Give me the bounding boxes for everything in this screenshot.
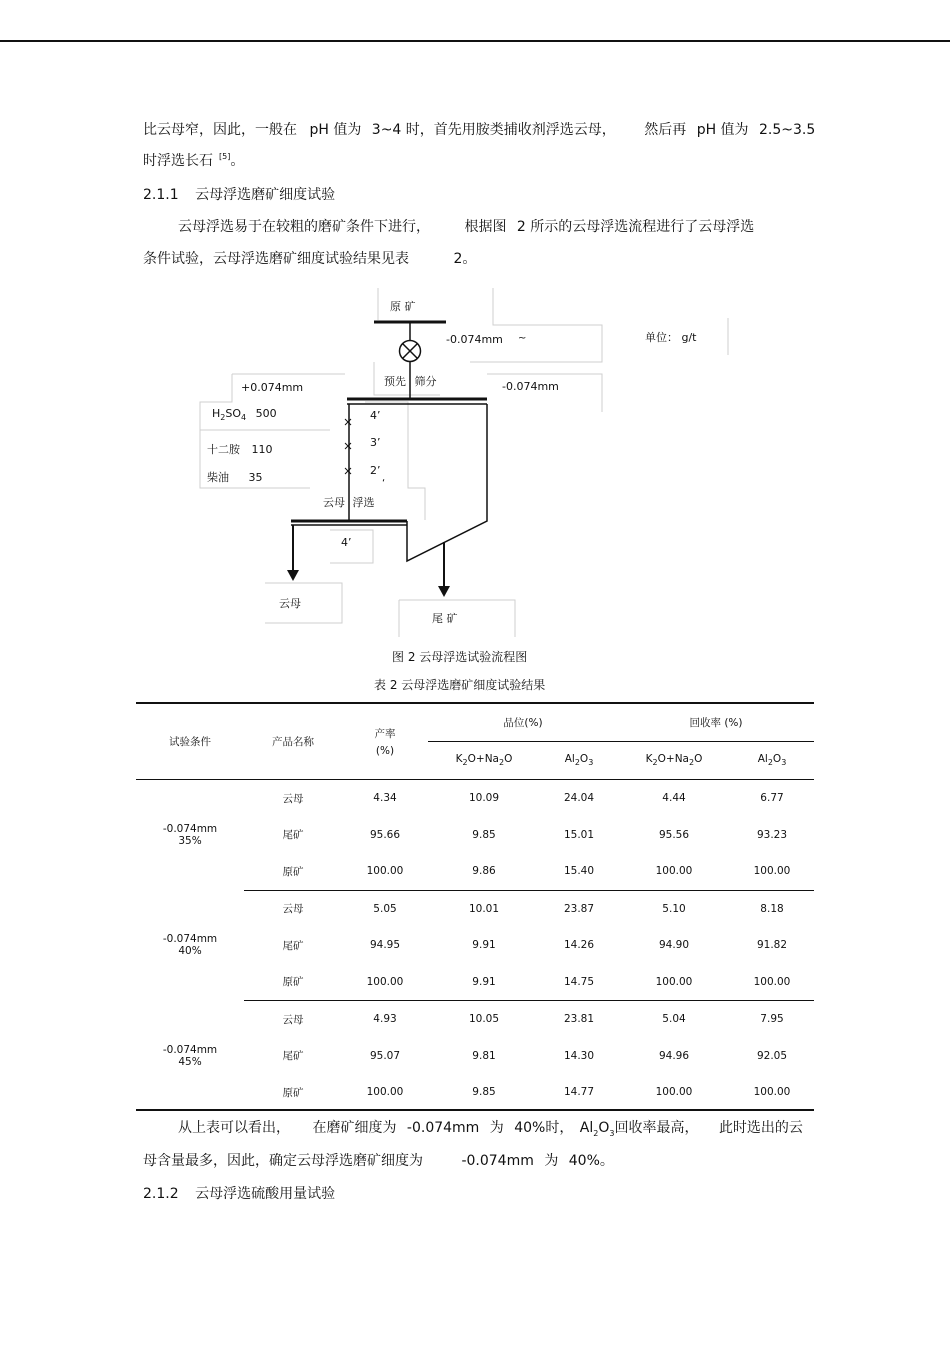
product-cell: 云母 (244, 780, 342, 817)
text: 十二胺 (207, 443, 240, 456)
value-cell: 100.00 (655, 1086, 693, 1099)
value-cell: 6.77 (730, 780, 814, 817)
text: H (212, 407, 221, 420)
value-cell: 100.00 (655, 975, 693, 988)
flowchart-unit-label: 单位： g/t (645, 331, 697, 344)
text: 比云母窄，因此，一般在 (143, 122, 297, 138)
text: O (504, 753, 513, 766)
condition-percent: 35% (178, 835, 202, 847)
text: (%) (375, 744, 395, 757)
text: 40%。 (568, 1153, 614, 1169)
header-recovery-al2o3 (730, 742, 814, 780)
value-cell: 14.77 (563, 1086, 595, 1099)
text: 2 (498, 758, 505, 768)
value-cell: 9.85 (472, 828, 496, 841)
value-cell: 100.00 (366, 865, 404, 878)
value-cell: 9.81 (472, 1049, 496, 1062)
section-number: 2.1.1 (143, 187, 179, 203)
table-bottom-rule (136, 1109, 814, 1111)
value-cell: 23.81 (540, 1001, 618, 1038)
paragraph-3-line-1 (178, 1117, 803, 1138)
flowchart-tailing-product: 尾 矿 (432, 612, 458, 625)
value-cell: 94.96 (658, 1049, 690, 1062)
flowchart-pre-screening (384, 373, 437, 389)
value-cell: 95.66 (369, 828, 401, 841)
product-cell: 云母 (244, 1001, 342, 1038)
value-cell: 91.82 (756, 939, 788, 952)
paragraph-3-line-2 (143, 1150, 614, 1170)
header-grade: 品位(%) (503, 716, 543, 729)
text: 此时选出的云 (718, 1120, 803, 1136)
value-cell: 100.00 (753, 1086, 791, 1099)
section-title: 云母浮选硫酸用量试验 (195, 1186, 336, 1202)
table-row (136, 890, 814, 927)
value-cell: 4.44 (618, 780, 730, 817)
text: 柴油 (207, 471, 229, 484)
flowchart-time-4b: 4’ (341, 536, 352, 549)
value-cell: 5.05 (342, 890, 428, 927)
text: 为 (489, 1120, 504, 1136)
text: O (694, 753, 703, 766)
text: 从上表可以看出， (178, 1120, 290, 1136)
flowchart-reagent-diesel (207, 469, 263, 485)
header-yield (342, 703, 428, 780)
text: 2 (652, 758, 658, 768)
product-cell: 尾矿 (282, 829, 304, 842)
text: K (645, 753, 653, 766)
value-cell: 10.01 (428, 890, 540, 927)
value-cell: 94.95 (369, 939, 401, 952)
text: 预先 (384, 375, 406, 388)
value-cell: 100.00 (753, 975, 791, 988)
value-cell: 5.04 (618, 1001, 730, 1038)
results-table (136, 703, 814, 1111)
value-cell: 100.00 (753, 865, 791, 878)
text: 云母浮选易于在较粗的磨矿条件下进行， (178, 219, 430, 235)
text: 2 (220, 413, 226, 423)
header-grade-k2o (428, 742, 540, 780)
text: 3 (781, 758, 787, 768)
flowchart-reagent-h2so4 (212, 407, 277, 422)
text: 3 (588, 758, 594, 768)
value-cell: 5.10 (618, 890, 730, 927)
product-cell: 尾矿 (282, 939, 304, 952)
value-cell: 9.91 (472, 939, 496, 952)
flowchart-time-4: 4’ (370, 409, 381, 422)
section-number: 2.1.2 (143, 1186, 179, 1202)
value-cell: 93.23 (756, 828, 788, 841)
flowchart-tilde: ~ (518, 333, 527, 344)
dose-value: 110 (251, 443, 273, 456)
flowchart-fine-size: -0.074mm (446, 333, 503, 346)
product-cell: 云母 (244, 890, 342, 927)
text: 。 (230, 153, 245, 169)
text: O (579, 753, 589, 766)
text: 2 所示的云母浮选流程进行了云母浮选 (516, 219, 755, 235)
text: 根据图 (464, 219, 507, 235)
value-cell: 95.56 (658, 828, 690, 841)
table-row (136, 1001, 814, 1038)
value-cell: 8.18 (730, 890, 814, 927)
condition-percent: 40% (178, 945, 202, 958)
text: 筛分 (414, 375, 437, 388)
flowchart-time-2: 2’ (370, 464, 381, 477)
text: 40%时， (514, 1120, 574, 1136)
text: K (455, 753, 463, 766)
value-cell: 24.04 (540, 780, 618, 817)
value-cell: 15.01 (563, 828, 595, 841)
text: pH 值为 (309, 122, 362, 138)
value-cell: 14.30 (563, 1049, 595, 1062)
condition-percent: 45% (178, 1055, 202, 1068)
text: 为 (544, 1153, 559, 1169)
text: 2.5~3.5 (759, 122, 816, 138)
value-cell: 9.91 (472, 975, 496, 988)
flowchart-time-3: 3’ (370, 436, 381, 449)
flowchart-mica-product: 云母 (279, 597, 301, 610)
text: 然后再 (644, 122, 687, 138)
flowchart-time-mark: ‘ (382, 478, 386, 489)
text: -0.074mm (406, 1120, 480, 1136)
text: 2 (688, 758, 695, 768)
condition-size: -0.074mm (162, 823, 218, 835)
value-cell: 4.34 (342, 780, 428, 817)
dose-value: 35 (248, 471, 263, 484)
flowchart-reagent-dodecylamine (207, 441, 273, 457)
text: 2 (593, 1128, 599, 1138)
text: 云母 (323, 496, 345, 509)
text: 3~4 时，首先用胺类捕收剂浮选云母， (371, 122, 616, 138)
value-cell: 95.07 (369, 1049, 401, 1062)
text: pH 值为 (696, 122, 749, 138)
header-grade-al2o3 (540, 742, 618, 780)
condition-size: -0.074mm (162, 933, 218, 946)
value-cell: 92.05 (756, 1049, 788, 1062)
value-cell: 4.93 (342, 1001, 428, 1038)
text: 回收率最高， (614, 1120, 699, 1136)
condition-cell (136, 780, 244, 891)
text: O+Na (657, 753, 689, 766)
text: 2 (574, 758, 580, 768)
text: O (598, 1120, 610, 1136)
header-recovery-k2o (618, 742, 730, 780)
product-cell: 尾矿 (282, 1050, 304, 1063)
condition-cell (136, 890, 244, 1001)
section-heading-2-1-2 (143, 1183, 335, 1203)
table-row (136, 780, 814, 817)
text: 2 (462, 758, 468, 768)
value-cell: 15.40 (563, 865, 595, 878)
text: 条件试验，云母浮选磨矿细度试验结果见表 (143, 251, 409, 267)
citation-ref: [5] (219, 152, 231, 162)
condition-cell (136, 1001, 244, 1111)
section-title: 云母浮选磨矿细度试验 (195, 187, 336, 203)
text: 2 (767, 758, 773, 768)
value-cell: 7.95 (730, 1001, 814, 1038)
text: 母含量最多，因此，确定云母浮选磨矿细度为 (143, 1153, 423, 1169)
figure-caption: 图 2 云母浮选试验流程图 (392, 650, 528, 664)
text: Al (579, 1120, 594, 1136)
header-condition: 试验条件 (169, 735, 211, 748)
value-cell: 23.87 (540, 890, 618, 927)
text: 在磨矿细度为 (312, 1120, 397, 1136)
condition-size: -0.074mm (162, 1043, 218, 1056)
value-cell: 94.90 (658, 939, 690, 952)
flowchart-mica-flotation (323, 494, 375, 510)
value-cell: 100.00 (366, 975, 404, 988)
header-recovery: 回收率 (%) (689, 716, 743, 729)
value-cell: 10.09 (428, 780, 540, 817)
flowchart-raw-ore: 原 矿 (390, 300, 416, 313)
text: O+Na (467, 753, 499, 766)
flowchart-undersize: -0.074mm (502, 380, 559, 393)
value-cell: 100.00 (366, 1086, 404, 1099)
value-cell: 100.00 (655, 865, 693, 878)
text: Al (757, 753, 768, 766)
text: 3 (609, 1128, 615, 1138)
text: 2。 (453, 251, 477, 267)
text: 时浮选长石 (143, 153, 213, 169)
value-cell: 9.86 (472, 865, 496, 878)
value-cell: 14.75 (563, 975, 595, 988)
value-cell: 9.85 (472, 1086, 496, 1099)
header-product: 产品名称 (272, 735, 314, 748)
table-body (136, 780, 814, 1111)
text: Al (564, 753, 575, 766)
product-cell: 原矿 (282, 1086, 304, 1099)
text: -0.074mm (461, 1153, 534, 1169)
table-caption: 表 2 云母浮选磨矿细度试验结果 (374, 678, 546, 692)
text: 4 (241, 413, 247, 423)
product-cell: 原矿 (282, 976, 304, 989)
value-cell: 10.05 (428, 1001, 540, 1038)
dose-value: 500 (255, 407, 277, 420)
value-cell: 14.26 (563, 939, 595, 952)
text: 产率 (374, 727, 396, 740)
text: O (772, 753, 782, 766)
text: SO (225, 407, 242, 420)
text: 浮选 (352, 496, 375, 509)
flowchart-oversize: +0.074mm (241, 381, 304, 394)
product-cell: 原矿 (282, 865, 304, 878)
